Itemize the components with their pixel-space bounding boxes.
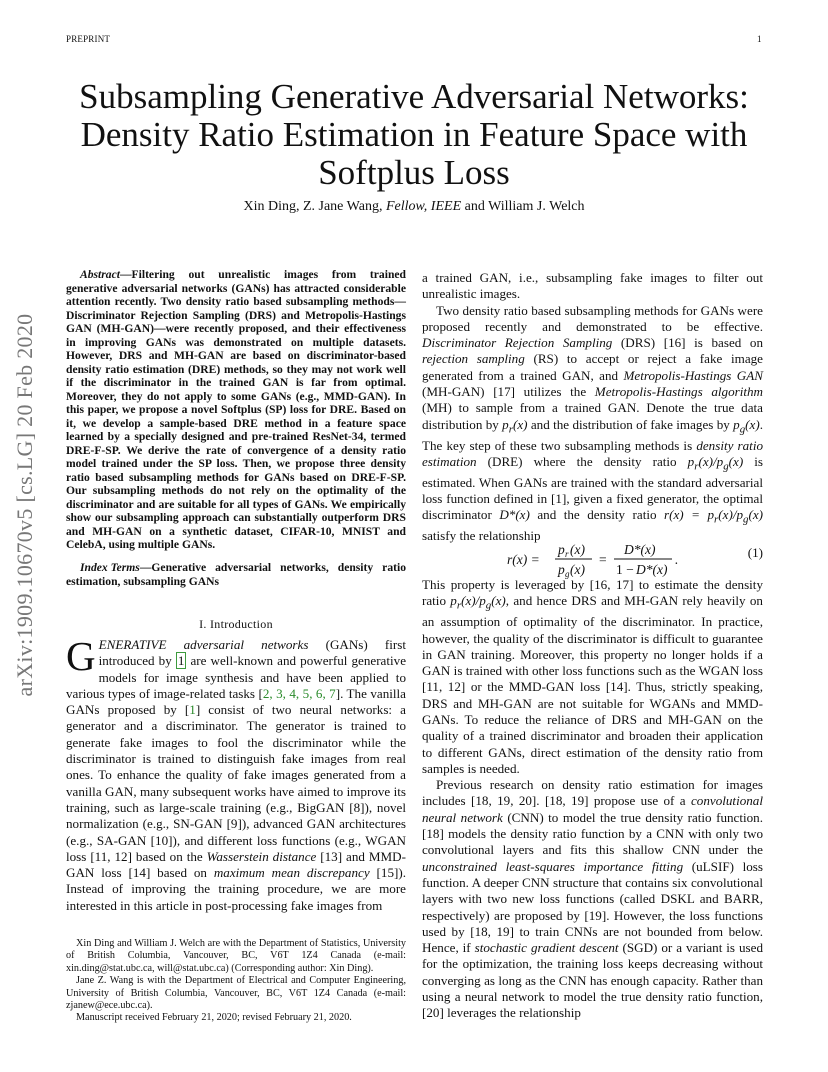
- svg-text:p: p: [558, 562, 565, 577]
- svg-text:D*(x): D*(x): [624, 542, 656, 557]
- index-terms-label: Index Terms: [80, 561, 140, 574]
- equation-graphic: [422, 537, 763, 581]
- right-p1: Two density ratio based subsampling methods for GANs were proposed recently and demonstrated to be effective. Discriminator Rejection Sampling (DRS) [16] is based on rejection sampling (RS) to accept or reject a fake image generated from a trained GAN, and Metropolis-Hastings GAN (MH-GAN) [17] utilizes the Metropolis-Hastings algorithm (MH) to sample from a trained GAN. Denote the true data distribution by $p_r(x)$ and the distribution of fake images by $p_g(x)$. The key step of these two subsampling methods is density ratio estimation (DRE) where the density ratio $p_r(x)/p_g(x)$ is estimated. When GANs are trained with the standard adversarial loss function defined in [1], given a fixed generator, the optimal discriminator D*(x) and the density ratio $r(x) = p_r(x)/p_g(x)$ satisfy the relationship: [422, 302, 764, 544]
- svg-text:(x): (x): [570, 542, 585, 557]
- running-header: PREPRINT: [66, 34, 111, 44]
- citation-link[interactable]: 1: [177, 653, 185, 669]
- svg-text:.: .: [675, 552, 679, 567]
- right-column-bottom: [422, 577, 763, 1022]
- index-terms-text: Generative adversarial networks, density ratio estimation, subsampling GANs: [66, 561, 406, 588]
- footnote-1: Xin Ding and William J. Welch are with the Department of Statistics, University of British Columbia, Vancouver, BC, V6T 1Z4 Canada (e-mail: xin.ding@stat.ubc.ca, will@stat.ubc.ca) (Corresponding author: Xin Ding).: [66, 938, 406, 974]
- dropcap: G: [66, 633, 96, 679]
- footnote-3: Manuscript received February 21, 2020; revised February 21, 2020.: [76, 1012, 352, 1024]
- right-p2: This property is leveraged by [16, 17] to estimate the density ratio $p_r(x)/p_g(x)$, and hence DRS and MH-GAN rely heavily on an assumption of optimality of the discriminator. In practice, however, the quality of the discriminator is difficult to guarantee in GAN training. Moreover, this property no longer holds if a GAN is trained with other loss functions such as the WGAN loss [11, 12] or the MMD-GAN loss [14]. Thus, strictly speaking, DRS and MH-GAN are not suitable for WGANs and MMD-GANs. To reduce the reliance of DRS and MH-GAN on the quality of a trained discriminator and broaden their application to different GANs, direct estimation of the density ratio from samples is needed.: [422, 577, 763, 776]
- arxiv-stamp-text: arXiv:1909.10670v5 [cs.LG] 20 Feb 2020: [12, 313, 37, 697]
- intro-lead-italic: ENERATIVE adversarial networks: [98, 637, 309, 652]
- right-p3: Previous research on density ratio estimation for images includes [18, 19, 20]. [18, 19] propose use of a convolutional neural network (CNN) to model the true density ratio function. [18] models the density ratio function by a CNN with only two convolutional layers and fits this shallow CNN under the unconstrained least-squares importance fitting (uLSIF) loss function. A deeper CNN structure that contains six convolutional layers with two new loss functions (called DSKL and BARR, respectively) are proposed by [19]. However, the loss functions used by [18, 19] to train CNNs are not bounded from below. Hence, if stochastic gradient descent (SGD) or a variant is used for the optimization, the training loss keeps decreasing without converging as long as the CNN has enough capacity. Rather than using a neural network to model the true density ratio function, [20] leverages the relationship: [422, 777, 763, 1021]
- footnotes: [66, 938, 406, 1025]
- abstract: Abstract—Filtering out unrealistic images from trained generative adversarial networks (GANs) has attracted considerable attention recently. Two density ratio based subsampling methods—Discriminator Rejection Sampling (DRS) and Metropolis-Hastings GAN (MH-GAN)—were recently proposed, and their effectiveness in improving GANs was demonstrated on multiple datasets. However, DRS and MH-GAN are based on discriminator-based density ratio estimation (DRE) methods, so they may not work well if the discriminator in the trained GAN is far from optimal. Moreover, they do not apply to some GANs (e.g., MMD-GAN). In this paper, we propose a novel Softplus (SP) loss for DRE. Based on it, we develop a sample-based DRE method in a feature space learned by a specially designed and pre-trained ResNet-34, termed DRE-F-SP. We derive the rate of convergence of a density ratio model trained under the SP loss. Then, we propose three density ratio based subsampling methods for GANs based on DRE-F-SP. Our subsampling methods do not rely on the optimality of the discriminator and are suitable for all types of GANs. We empirically show our subsampling approach can substantially outperform DRS and MH-GAN on a synthetic dataset, CIFAR-10, MNIST and CelebA, using multiple GANs.: [66, 268, 406, 551]
- footnote-2: Jane Z. Wang is with the Department of Electrical and Computer Engineering, University of British Columbia, Vancouver, BC, V6T 1Z4 Canada (e-mail: zjanew@ece.ubc.ca).: [66, 975, 406, 1012]
- right-column-top: [422, 270, 763, 545]
- page-number: 1: [757, 34, 762, 44]
- equation-number: (1): [747, 545, 763, 560]
- section-heading: I. Introduction: [199, 617, 273, 631]
- paper-title: Subsampling Generative Adversarial Networks: Density Ratio Estimation in Feature Space with Softplus Loss: [79, 77, 749, 192]
- abstract-label: Abstract: [80, 268, 120, 281]
- arxiv-stamp[interactable]: [2, 290, 48, 720]
- svg-text:r(x) =: r(x) =: [507, 552, 540, 567]
- equation-1: [422, 537, 763, 581]
- author-line: Xin Ding, Z. Jane Wang, Fellow, IEEE and William J. Welch: [243, 199, 585, 214]
- svg-text:g: g: [565, 569, 570, 579]
- svg-text:r: r: [565, 549, 569, 559]
- right-p0: a trained GAN, i.e., subsampling fake images to filter out unrealistic images.: [422, 270, 763, 302]
- svg-text:(x): (x): [570, 562, 585, 577]
- intro-paragraph: GENERATIVE adversarial networks (GANs) first introduced by 1 are well-known and powerful generative models for image synthesis and have been applied to various types of image-related tasks [2, 3, 4, 5, 6, 7]. The vanilla GANs proposed by [1] consist of two neural networks: a generator and a discriminator. The generator is trained to generate fake images to fool the discriminator while the discriminator is trained to distinguish fake images from real ones. To enhance the quality of fake images generated from a vanilla GAN, many subsequent works have aimed to improve its training, such as large-scale training (e.g., BigGAN [8]), novel normalization (e.g., SN-GAN [9]), advanced GAN architectures (e.g., SA-GAN [10]), and different loss functions (e.g., WGAN loss [11, 12] based on the Wasserstein distance [13] and MMD-GAN loss [14] based on maximum mean discrepancy [15]). Instead of improving the training procedure, we are more interested in this article in post-processing fake images from: [66, 633, 407, 913]
- abstract-text: Filtering out unrealistic images from trained generative adversarial networks (GANs) has attracted considerable attention recently. Two density ratio based subsampling methods—Discriminator Rejection Sampling (DRS) and Metropolis-Hastings GAN (MH-GAN)—were recently proposed, and their effectiveness in improving GANs was demonstrated on multiple datasets. However, DRS and MH-GAN are based on discriminator-based density ratio estimation (DRE) methods, so they may not work well if the discriminator in the trained GAN is far from optimal. Moreover, they do not apply to some GANs (e.g., MMD-GAN). In this paper, we propose a novel Softplus (SP) loss for DRE. Based on it, we develop a sample-based DRE method in a feature space learned by a specially designed and pre-trained ResNet-34, termed DRE-F-SP. We derive the rate of convergence of a density ratio model trained under the SP loss. Then, we propose three density ratio based subsampling methods for GANs based on DRE-F-SP. Our subsampling methods do not rely on the optimality of the discriminator and are suitable for all types of GANs. We empirically show our subsampling approach can substantially outperform DRS and MH-GAN on a synthetic dataset, CIFAR-10, MNIST and CelebA, using multiple GANs.: [66, 268, 406, 551]
- index-terms: Index Terms—Generative adversarial networks, density ratio estimation, subsampling GANs: [66, 561, 406, 588]
- svg-text:p: p: [558, 542, 565, 557]
- svg-text:=: =: [599, 552, 607, 567]
- svg-text:D*(x): D*(x): [636, 562, 668, 577]
- svg-text:1 −: 1 −: [616, 562, 634, 577]
